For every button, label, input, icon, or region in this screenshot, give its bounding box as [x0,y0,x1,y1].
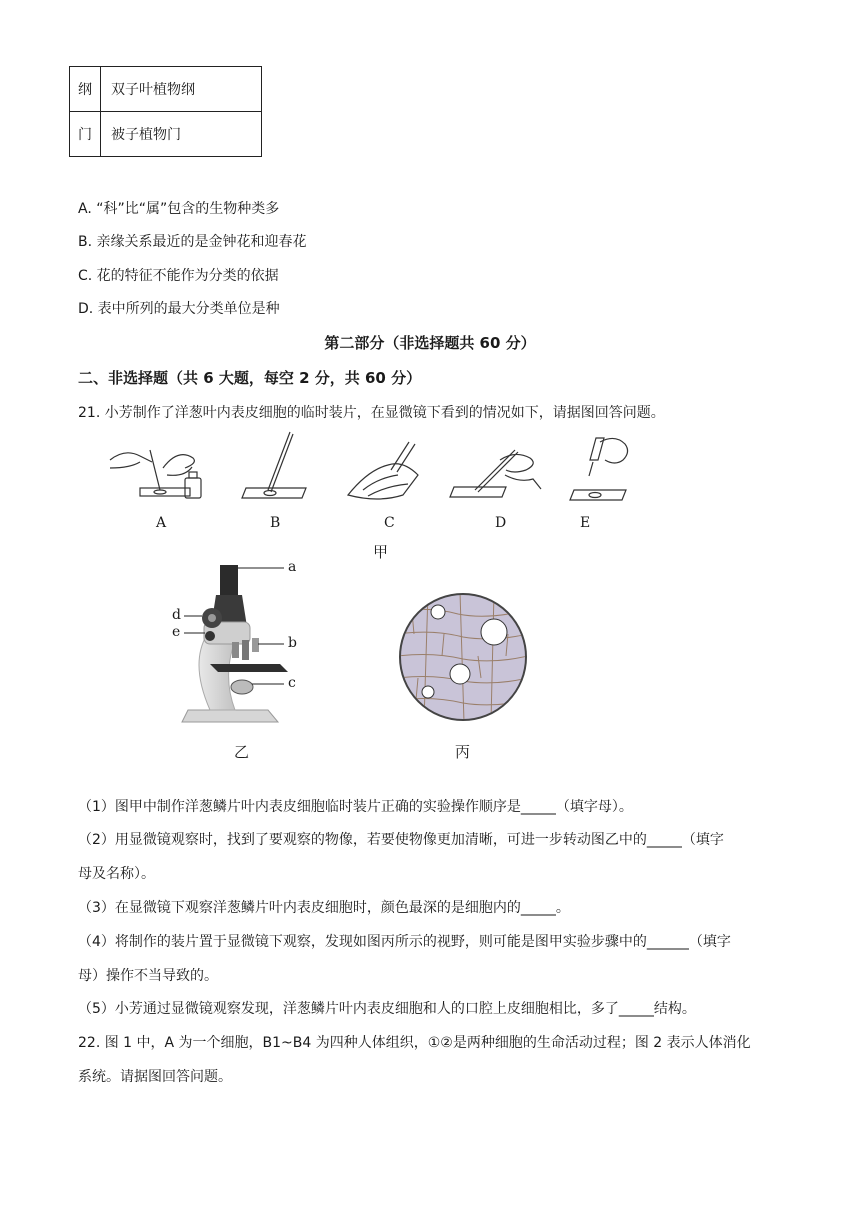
figure-bing-caption: 丙 [455,743,471,761]
table-cell-rank: 门 [70,112,101,157]
table-cell-name: 双子叶植物纲 [101,67,262,112]
field-of-view-illustration [398,592,528,722]
q21-sub-2-cont: 母及名称）。 [78,866,155,882]
question-22-line-1: 22. 图 1 中，A 为一个细胞，B1~B4 为四种人体组织，①②是两种细胞的生命活动过程；图 2 表示人体消化 [78,1035,751,1051]
classification-table [69,66,262,157]
step-label-b: B [270,515,281,531]
step-c-illustration [343,440,423,505]
q21-sub-1: （1）图甲中制作洋葱鳞片叶内表皮细胞临时装片正确的实验操作顺序是_____（填字母）。 [78,799,633,815]
table-cell-name: 被子植物门 [101,112,262,157]
step-e-illustration [555,430,635,505]
question-21-stem: 21. 小芳制作了洋葱叶内表皮细胞的临时装片，在显微镜下看到的情况如下，请据图回答问题。 [78,405,665,421]
option-c: C. 花的特征不能作为分类的依据 [78,268,279,284]
part-title: 第二部分（非选择题共 60 分） [324,334,536,352]
microscope-label-e: e [172,624,181,640]
step-a-illustration [105,440,215,505]
figure-yi-caption: 乙 [234,743,250,761]
step-label-e: E [580,515,591,531]
q21-sub-4-cont: 母）操作不当导致的。 [78,968,218,984]
option-b: B. 亲缘关系最近的是金钟花和迎春花 [78,234,307,250]
q21-sub-2: （2）用显微镜观察时，找到了要观察的物像，若要使物像更加清晰，可进一步转动图乙中的_____（填字 [78,832,724,848]
microscope-label-d: d [172,607,181,623]
option-a: A. “科”比“属”包含的生物种类多 [78,201,280,217]
table-row [70,112,262,157]
table-row [70,67,262,112]
microscope-label-c: c [288,675,296,691]
table-cell-rank: 纲 [70,67,101,112]
q21-sub-5: （5）小芳通过显微镜观察发现，洋葱鳞片叶内表皮细胞和人的口腔上皮细胞相比，多了_____结构。 [78,1001,696,1017]
step-label-d: D [495,515,507,531]
q21-sub-4: （4）将制作的装片置于显微镜下观察，发现如图丙所示的视野，则可能是图甲实验步骤中的______（填字 [78,934,731,950]
step-b-illustration [240,430,310,505]
step-d-illustration [445,435,545,505]
microscope-leader-lines [180,560,300,730]
figure-jia-caption: 甲 [373,543,389,561]
step-label-a: A [156,515,167,531]
question-22-line-2: 系统。请据图回答问题。 [78,1069,232,1085]
option-d: D. 表中所列的最大分类单位是种 [78,301,280,317]
step-label-c: C [384,515,395,531]
section-title: 二、非选择题（共 6 大题，每空 2 分，共 60 分） [78,369,422,387]
microscope-label-b: b [288,635,297,651]
microscope-label-a: a [288,559,297,575]
q21-sub-3: （3）在显微镜下观察洋葱鳞片叶内表皮细胞时，颜色最深的是细胞内的_____。 [78,900,570,916]
